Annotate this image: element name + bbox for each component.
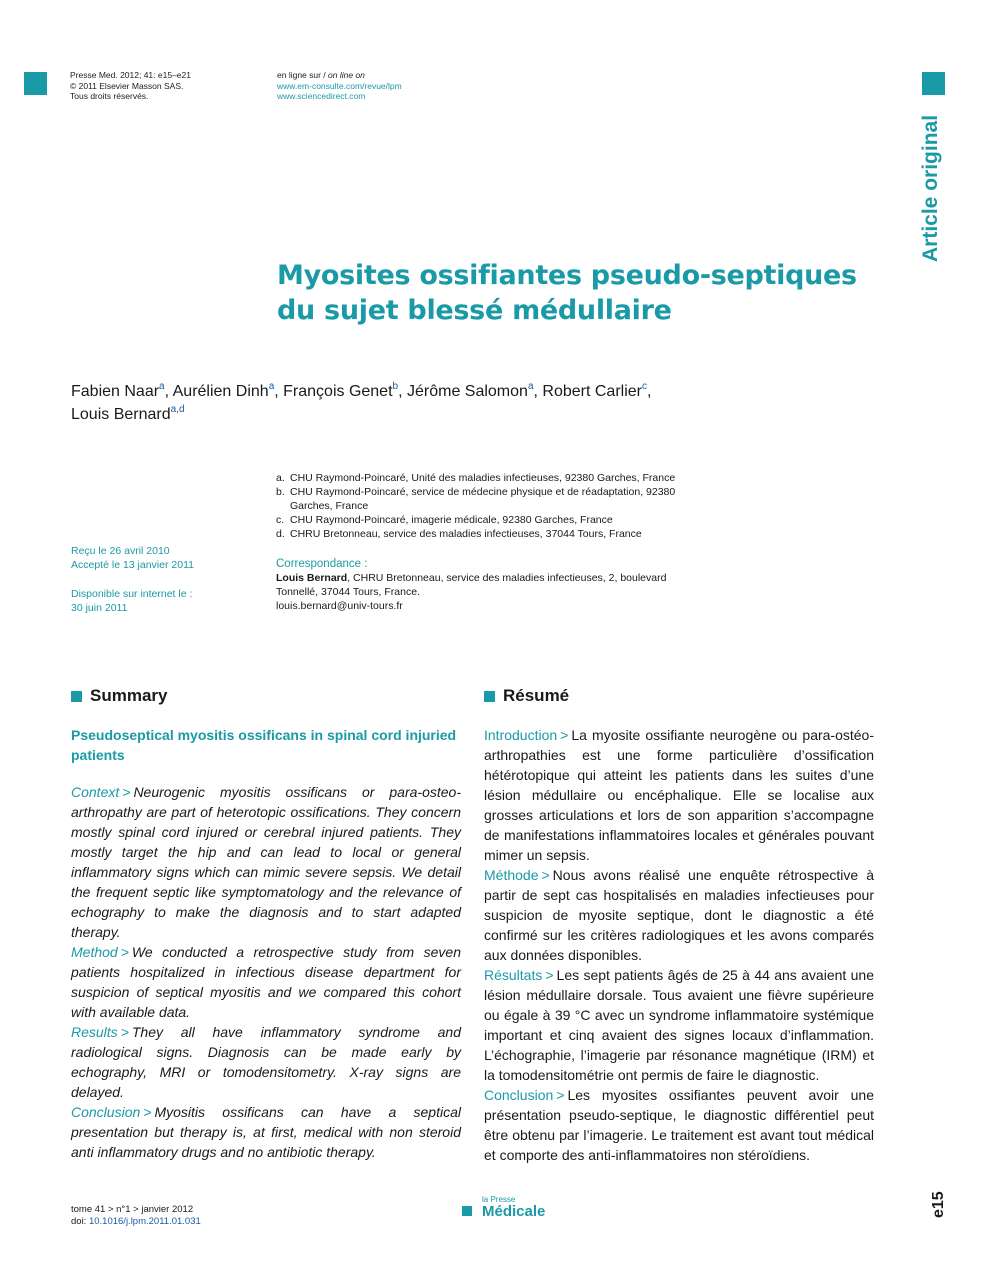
header-square-right — [922, 72, 945, 95]
correspondence — [276, 557, 696, 613]
link-sciencedirect[interactable]: www.sciencedirect.com — [277, 91, 366, 101]
doi-link[interactable]: 10.1016/j.lpm.2011.01.031 — [88, 1216, 201, 1227]
link-em-consulte[interactable]: www.em-consulte.com/revue/lpm — [277, 80, 402, 91]
online-info — [277, 70, 497, 102]
received-dates — [71, 544, 194, 572]
author: Louis Bernard$^{a,d}$ — [71, 404, 185, 423]
available-date: 30 juin 2011 — [71, 602, 128, 614]
logo-small-text: la Presse — [482, 1195, 516, 1204]
author: François Genet$^b$, — [283, 381, 407, 400]
online-label: en ligne sur / on line on — [277, 70, 365, 80]
resume-heading: Résumé — [484, 686, 569, 706]
author: Aurélien Dinh$^a$, — [172, 381, 284, 400]
journal-copyright: © 2011 Elsevier Masson SAS. — [70, 80, 184, 91]
correspondence-city: Tonnellé, 37044 Tours, France. — [276, 586, 420, 598]
summary-paragraph: Results > They all have inflammatory syndrome and radiological signs. Diagnosis can be made early by echography, MRI or tomodensitometry. X-ray signs are delayed. — [71, 1024, 461, 1100]
page-number: e15 — [930, 1191, 947, 1218]
affiliations — [276, 471, 716, 541]
doi-line: doi: 10.1016/j.lpm.2011.01.031 — [71, 1216, 201, 1227]
correspondence-email[interactable]: louis.bernard@univ-tours.fr — [276, 600, 403, 612]
english-title: Pseudoseptical myositis ossificans in spinal cord injuried patients — [71, 727, 457, 763]
resume-paragraph: Méthode > Nous avons réalisé une enquête rétrospective à partir de sept cas hospitalisés en maladies infectieuses pour suspicion de myosite septique, dont le diagnostic a été confirmé sur les critères radiologiques et les avons comparés aux données disponibles. — [484, 867, 874, 963]
summary-paragraph: Context > Neurogenic myositis ossificans or para-osteo-arthropathy are part of heterotopic ossifications. They concern mostly spinal cord injured or cerebral injured patients. They mostly target the hip and can lead to local or general inflammatory signs which can mimic severe sepsis. We detail the frequent septic like symptomatology and the relevance of echography to make the diagnosis and to start adapted therapy. — [71, 784, 461, 940]
issue-info: tome 41 > n°1 > janvier 2012 — [71, 1204, 194, 1215]
author: Robert Carlier$^c$, — [542, 381, 652, 400]
summary-heading: Summary — [71, 686, 167, 706]
journal-rights: Tous droits réservés. — [70, 91, 149, 101]
header-square-left — [24, 72, 47, 95]
author-list — [71, 380, 711, 426]
summary-paragraph: Method > We conducted a retrospective study from seven patients hospitalized in infectious disease department for suspicion of septical myositis and we compared this cohort with available data. — [71, 944, 461, 1020]
resume-body — [484, 725, 874, 1165]
available-dates — [71, 587, 192, 615]
article-title: Myosites ossifiantes pseudo-septiques du sujet blessé médullaire — [277, 260, 857, 326]
received-date: Reçu le 26 avril 2010 — [71, 545, 170, 557]
affiliation-item: c. CHU Raymond-Poincaré, imagerie médicale, 92380 Garches, France — [276, 514, 613, 526]
available-label: Disponible sur internet le : — [71, 588, 193, 600]
footer-issue — [71, 1204, 201, 1228]
accepted-date: Accepté le 13 janvier 2011 — [71, 559, 194, 571]
affiliation-item: a. CHU Raymond-Poincaré, Unité des maladies infectieuses, 92380 Garches, France — [276, 472, 676, 484]
summary-body — [71, 782, 461, 1162]
resume-paragraph: Introduction > La myosite ossifiante neurogène ou para-ostéo-arthropathies est une forme particulière d’ossification hétérotopique qui atteint les patients dans les suites d’une lésion médullaire ou encéphalique. Elle se localise aux grosses articulations et lors de son apparition s’accompagne de manifestations inflammatoires locales et générales pouvant mimer un sepsis. — [484, 727, 874, 863]
article-type-label: Article original — [919, 114, 942, 262]
summary-paragraph: Conclusion > Myositis ossificans can have a septical presentation but therapy is, at first, medical with non steroid anti inflammatory drugs and no antibiotic therapy. — [71, 1104, 461, 1160]
logo-big-text: Médicale — [482, 1203, 546, 1220]
affiliation-item: d. CHRU Bretonneau, service des maladies infectieuses, 37044 Tours, France — [276, 528, 642, 540]
author: Fabien Naar$^a$, — [71, 381, 173, 400]
resume-paragraph: Conclusion > Les myosites ossifiantes peuvent avoir une présentation pseudo-septique, le diagnostic différentiel peut être obtenu par l’imagerie. Le traitement est avant tout médical et comporte des anti-inflammatoires non stéroïdiens. — [484, 1087, 874, 1163]
journal-logo — [462, 1196, 545, 1219]
section-marker — [484, 691, 495, 702]
correspondence-address: Louis Bernard, CHRU Bretonneau, service des maladies infectieuses, 2, boulevard — [276, 572, 667, 584]
correspondence-label: Correspondance : — [276, 558, 368, 570]
resume-paragraph: Résultats > Les sept patients âgés de 25 à 44 ans avaient une lésion médullaire dorsale. Tous avaient une fièvre supérieure ou égale à 39 °C avec un syndrome inflammatoire systémique important et cinq avaient des signes locaux d’inflammation. L’échographie, l’imagerie par résonance magnétique (IRM) et la tomodensitométrie ont permis de faire le diagnostic. — [484, 967, 874, 1083]
logo-square — [462, 1206, 472, 1216]
affiliation-item: b. CHU Raymond-Poincaré, service de médecine physique et de réadaptation, 92380 Garches, France — [276, 486, 676, 512]
section-marker — [71, 691, 82, 702]
journal-citation: Presse Med. 2012; 41: e15–e21 — [70, 70, 191, 80]
journal-info — [70, 70, 250, 102]
author: Jérôme Salomon$^a$, — [406, 381, 543, 400]
